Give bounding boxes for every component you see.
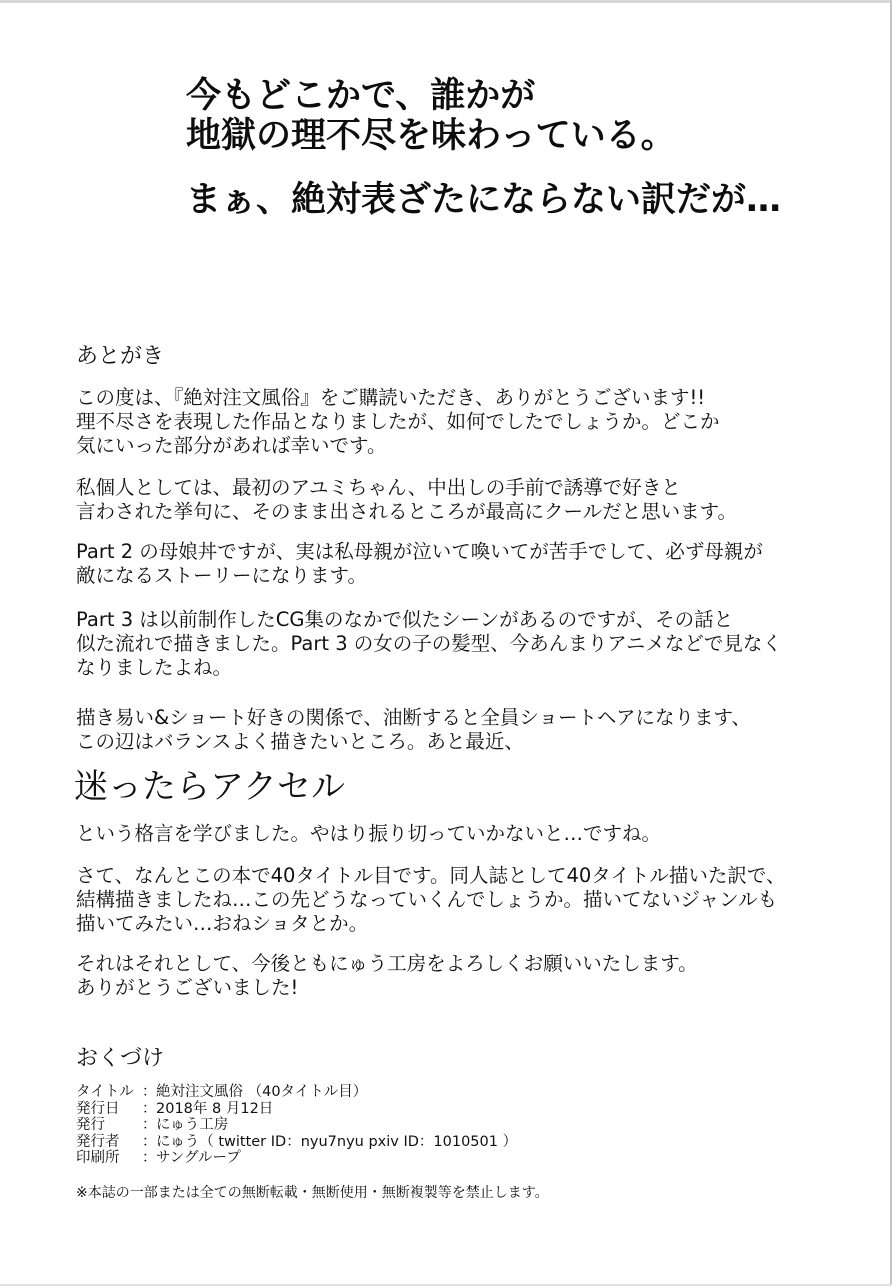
text-line: 敵になるストーリーになります。 — [76, 564, 367, 587]
text-line: 似た流れで描きました。Part 3 の女の子の髪型、今あんまりアニメなどで見なく — [76, 632, 782, 655]
colophon-row-author — [76, 1134, 517, 1151]
headline-line-1: 今もどこかで、誰かが — [186, 76, 536, 116]
text-line: 理不尽さを表現した作品となりましたが、如何でしたでしょうか。どこか — [76, 410, 720, 433]
text-line: なりましたよね。 — [76, 656, 233, 679]
colophon-table — [76, 1084, 517, 1167]
colophon-row-title — [76, 1084, 517, 1101]
text-line: 描き易い&ショート好きの関係で、油断すると全員ショートヘアになります、 — [76, 706, 751, 729]
colophon-value: にゅう（ twitter ID：nyu7nyu pxiv ID：1010501 ） — [156, 1133, 518, 1150]
text-line: さて、なんとこの本で40タイトル目です。同人誌として40タイトル描いた訳で、 — [76, 864, 786, 887]
afterword-paragraph-4 — [76, 608, 836, 680]
afterword-paragraph-6 — [76, 822, 836, 846]
text-line: 言わされた挙句に、そのまま出されるところが最高にクールだと思います。 — [76, 500, 738, 523]
text-line: 描いてみたい…おねショタとか。 — [76, 912, 369, 935]
colophon-label: 発行日 — [76, 1100, 120, 1117]
colophon-value: 絶対注文風俗 （40タイトル目） — [156, 1084, 368, 1100]
afterword-paragraph-5 — [76, 706, 836, 754]
headline-line-3: まぁ、絶対表ざたにならない訳だが… — [186, 180, 782, 220]
colophon-row-printer — [76, 1150, 517, 1167]
colophon-label: 発行者 — [76, 1133, 120, 1150]
afterword-paragraph-1 — [76, 386, 836, 458]
scan-edge-top — [0, 0, 892, 3]
afterword-paragraph-2 — [76, 476, 836, 524]
copyright-notice: ※本誌の一部または全ての無断転載・無断使用・無断複製等を禁止します。 — [76, 1185, 549, 1201]
colophon-separator: ： — [142, 1133, 157, 1150]
colophon-separator: ： — [142, 1100, 157, 1117]
text-line: それはそれとして、今後ともにゅう工房をよろしくお願いいたします。 — [76, 952, 698, 975]
colophon-row-date — [76, 1101, 517, 1118]
text-line: この度は、『絶対注文風俗』をご購読いただき、ありがとうございます!! — [76, 386, 706, 409]
colophon-separator: ： — [142, 1150, 157, 1166]
text-line: Part 2 の母娘丼ですが、実は私母親が泣いて喚いてが苦手でして、必ず母親が — [76, 540, 763, 563]
text-line: 私個人としては、最初のアユミちゃん、中出しの手前で誘導で好きと — [76, 476, 681, 499]
headline-line-2: 地獄の理不尽を味わっている。 — [186, 116, 676, 156]
text-line: ありがとうございました! — [76, 976, 299, 999]
colophon-separator: ： — [142, 1084, 157, 1100]
motto-heading: 迷ったらアクセル — [74, 767, 345, 807]
text-line: 気にいった部分があれば幸いです。 — [76, 434, 387, 457]
colophon-label: タイトル — [76, 1084, 134, 1100]
colophon-label: 印刷所 — [76, 1150, 120, 1166]
afterword-title: あとがき — [76, 344, 165, 369]
colophon-title: おくづけ — [76, 1046, 165, 1071]
colophon-value: にゅう工房 — [156, 1117, 229, 1133]
text-line: Part 3 は以前制作したCG集のなかで似たシーンがあるのですが、その話と — [76, 608, 734, 631]
afterword-paragraph-7 — [76, 864, 836, 936]
colophon-row-publisher — [76, 1117, 517, 1134]
text-line: という格言を学びました。やはり振り切っていかないと…ですね。 — [76, 822, 662, 845]
colophon-label: 発行 — [76, 1117, 105, 1133]
afterword-paragraph-8 — [76, 952, 836, 1000]
afterword-paragraph-3 — [76, 540, 836, 588]
text-line: 結構描きましたね…この先どうなっていくんでしょうか。描いてないジャンルも — [76, 888, 778, 911]
colophon-separator: ： — [142, 1117, 157, 1133]
text-line: この辺はバランスよく描きたいところ。あと最近、 — [76, 730, 524, 753]
colophon-value: 2018年 8 月12日 — [156, 1100, 274, 1117]
colophon-value: サングループ — [156, 1150, 241, 1166]
